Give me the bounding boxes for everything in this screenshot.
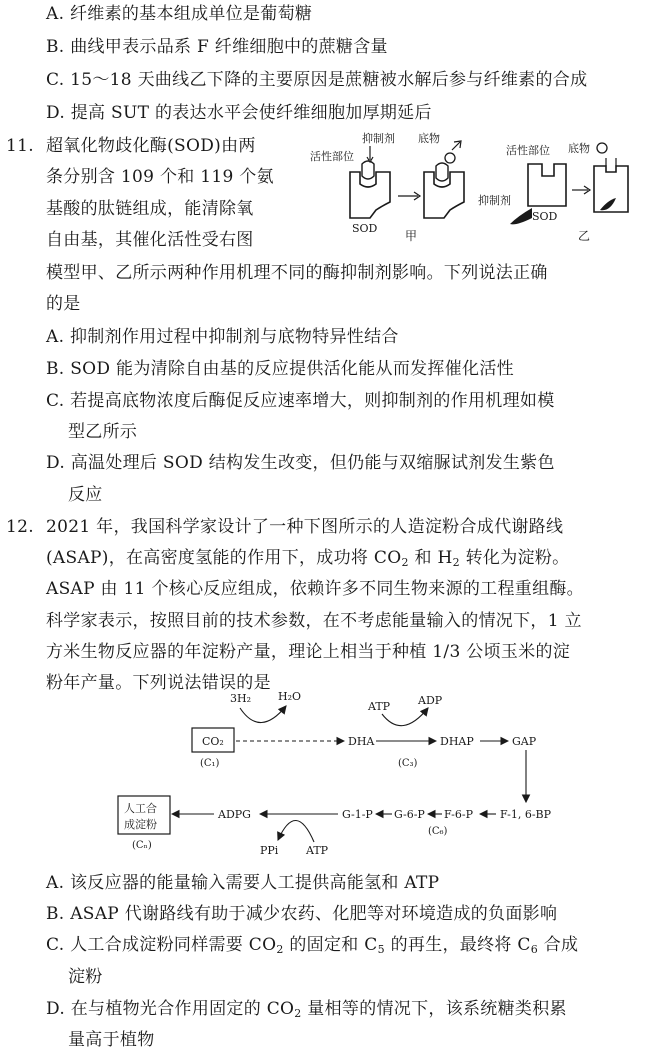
q12-h2o-label: H₂O: [278, 690, 302, 703]
q11-stem-line: 超氧化物歧化酶(SOD)由两: [46, 136, 256, 156]
q11-option-d: D. 高温处理后 SOD 结构发生改变，但仍能与双缩脲试剂发生紫色: [46, 453, 555, 473]
q11-stem-line: 条分别含 109 个和 119 个氨: [46, 167, 274, 187]
q12-cn-label: (Cₙ): [132, 840, 152, 851]
q12-option-a: A. 该反应器的能量输入需要人工提供高能氢和 ATP: [46, 873, 440, 893]
q11-inhibitor-label: 抑制剂: [362, 132, 395, 145]
q12-option-d-cont: 量高于植物: [68, 1030, 155, 1050]
q12-co2-label: CO₂: [202, 735, 224, 748]
q12-number: 12.: [6, 517, 34, 537]
q12-option-d: D. 在与植物光合作用固定的 $CO_2$ 量相等的情况下，该系统糖类积累: [46, 999, 567, 1020]
q11-substrate-shape: [445, 153, 455, 163]
q11-substrate-label-b: 底物: [568, 142, 590, 155]
q12-starch-label-2: 成淀粉: [124, 818, 157, 831]
q11-inhibitor-label-b: 抑制剂: [478, 194, 511, 207]
q11-stem-line: 基酸的肽链组成，能清除氧: [46, 199, 254, 219]
q12-stem-line: 方米生物反应器的年淀粉产量，理论上相当于种植 1/3 公顷玉米的淀: [46, 642, 571, 662]
q12-option-c: C. 人工合成淀粉同样需要 $CO_2$ 的固定和 $C_5$ 的再生，最终将 $C_6$ 合成: [46, 935, 579, 956]
q11-option-c: C. 若提高底物浓度后酶促反应速率增大，则抑制剂的作用机理如模: [46, 391, 555, 411]
q11-inhibitor-shape: [362, 161, 374, 179]
q11-option-d-cont: 反应: [68, 485, 103, 505]
q12-stem-line: ASAP 由 11 个核心反应组成，依赖许多不同生物来源的工程重组酶。: [46, 579, 584, 599]
q12-atp-label: ATP: [368, 700, 391, 713]
q11-stem-line: 模型甲、乙所示两种作用机理不同的酶抑制剂影响。下列说法正确: [46, 263, 548, 283]
q12-dha-label: DHA: [348, 735, 375, 748]
q12-option-c-cont: 淀粉: [68, 967, 103, 987]
q11-active-site-label: 活性部位: [310, 150, 354, 163]
q10-option-c: C. 15～18 天曲线乙下降的主要原因是蔗糖被水解后参与纤维素的合成: [46, 70, 588, 90]
q12-c1-label: (C₁): [200, 758, 220, 769]
q12-stem-line: 粉年产量。下列说法错误的是: [46, 673, 271, 693]
q11-label-a: 甲: [405, 229, 418, 243]
q12-g6p-label: G-6-P: [394, 808, 425, 821]
q11-sod-enzyme-shape-b: [528, 164, 566, 206]
q12-h2-label: 3H₂: [230, 692, 252, 705]
q12-asap-pathway-figure: [110, 690, 570, 860]
q12-gap-label: GAP: [512, 735, 537, 748]
q12-option-b: B. ASAP 代谢路线有助于减少农药、化肥等对环境造成的负面影响: [46, 904, 558, 924]
q11-sod-label: SOD: [352, 222, 378, 235]
q11-stem-line: 自由基，其催化活性受右图: [46, 230, 254, 250]
q10-option-d: D. 提高 SUT 的表达水平会使纤维细胞加厚期延后: [46, 103, 432, 123]
q11-enzyme-inhibition-figure: [310, 128, 640, 250]
q12-atp2-label: ATP: [306, 844, 329, 857]
q11-number: 11.: [6, 136, 34, 156]
q12-adp-label: ADP: [418, 694, 443, 707]
q12-stem-line: 科学家表示，按照目前的技术参数，在不考虑能量输入的情况下，1 立: [46, 611, 582, 631]
q12-f16bp-label: F-1, 6-BP: [500, 808, 552, 821]
q10-option-b: B. 曲线甲表示品系 F 纤维细胞中的蔗糖含量: [46, 37, 388, 57]
q12-starch-label-1: 人工合: [124, 802, 157, 815]
q11-substrate-label: 底物: [418, 132, 440, 145]
q12-adpg-label: ADPG: [218, 808, 251, 821]
q12-dhap-label: DHAP: [440, 735, 474, 748]
q11-stem-line: 的是: [46, 294, 81, 314]
q11-inhibitor-shape-b: [510, 208, 532, 224]
q11-active-site-label-b: 活性部位: [506, 144, 550, 157]
q12-c3-label: (C₃): [398, 758, 418, 769]
q11-option-b: B. SOD 能为清除自由基的反应提供活化能从而发挥催化活性: [46, 359, 514, 379]
q11-label-b: 乙: [578, 229, 591, 243]
q12-stem-line: (ASAP)，在高密度氢能的作用下，成功将 $CO_2$ 和 $H_2$ 转化为淀粉。: [46, 548, 570, 569]
q12-ppi-label: PPi: [260, 844, 279, 857]
q11-option-c-cont: 型乙所示: [68, 422, 138, 442]
q11-sod-label-b: SOD: [532, 210, 558, 223]
q11-option-a: A. 抑制剂作用过程中抑制剂与底物特异性结合: [46, 327, 399, 347]
q10-option-a: A. 纤维素的基本组成单位是葡萄糖: [46, 4, 313, 24]
q12-f6p-label: F-6-P: [444, 808, 473, 821]
q12-stem-line: 2021 年，我国科学家设计了一种下图所示的人造淀粉合成代谢路线: [46, 517, 564, 537]
q12-g1p-label: G-1-P: [342, 808, 373, 821]
q12-c6-label: (C₆): [428, 826, 448, 837]
